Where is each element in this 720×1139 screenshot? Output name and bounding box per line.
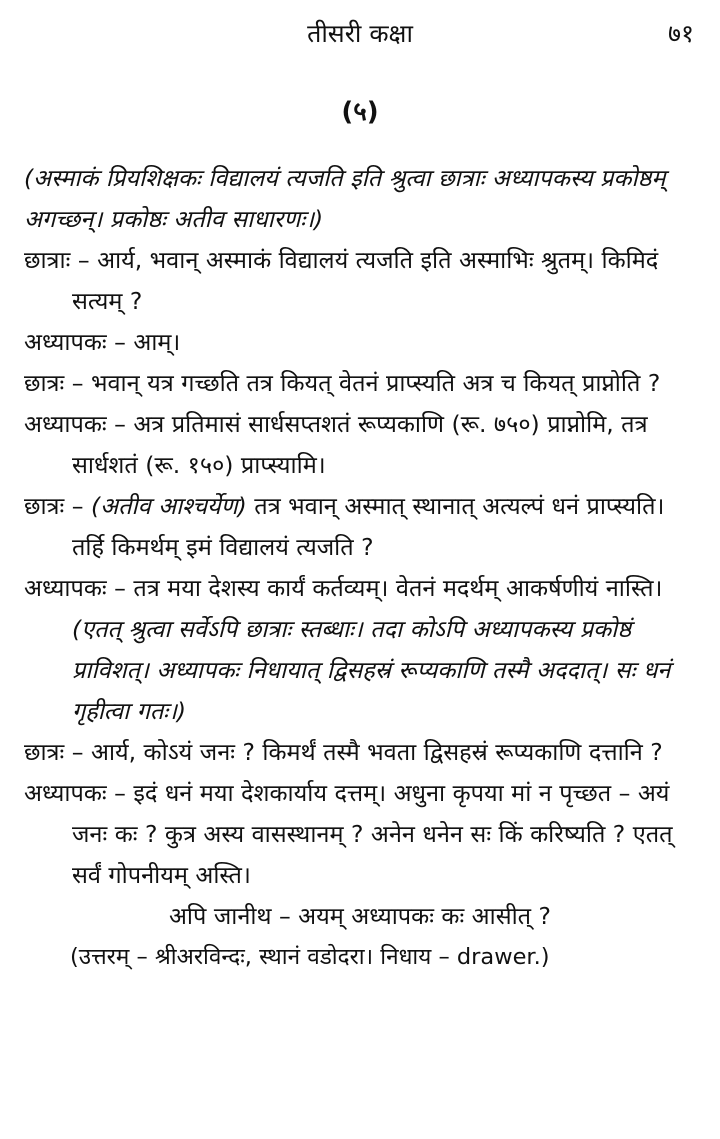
dialogue-text: आम्। <box>125 328 181 356</box>
lesson-body <box>24 158 696 978</box>
stage-direction-intro: (अस्माकं प्रियशिक्षकः विद्यालयं त्यजति इति श्रुत्वा छात्राः अध्यापकस्य प्रकोष्ठम् अगच्छन्। प्रकोष्ठः अतीव साधारणः।) <box>24 164 666 233</box>
speaker-label: छात्राः – <box>24 246 90 274</box>
dialogue-line <box>24 363 696 404</box>
dialogue-text: इदं धनं मया देशकार्याय दत्तम्। अधुना कृपया मां न पृच्छत – अयं जनः कः ? कुत्र अस्य वासस्थानम् ? अनेन धनेन सः किं करिष्यति ? एतत् सर्वं गोपनीयम् अस्ति। <box>72 779 673 889</box>
dialogue-line <box>24 322 696 363</box>
dialogue-line <box>24 773 696 896</box>
speaker-label: अध्यापकः – <box>24 574 126 602</box>
dialogue-text: तत्र मया देशस्य कार्यं कर्तव्यम्। वेतनं मदर्थम् आकर्षणीयं नास्ति। <box>125 574 663 602</box>
speaker-label: छात्रः – <box>24 738 84 766</box>
speaker-label: छात्रः – <box>24 369 84 397</box>
speaker-label: छात्रः – <box>24 492 84 520</box>
dialogue-line <box>24 404 696 486</box>
page-number: ७१ <box>667 19 694 48</box>
dialogue-text: अत्र प्रतिमासं सार्धसप्तशतं रूप्यकाणि (रू. ७५०) प्राप्नोमि, तत्र सार्धशतं (रू. १५०) प्राप्स्यामि। <box>72 410 648 479</box>
dialogue-text: भवान् यत्र गच्छति तत्र कियत् वेतनं प्राप्स्यति अत्र च कियत् प्राप्नोति ? <box>83 369 661 397</box>
section-number: (५) <box>341 97 379 127</box>
closing-question: अपि जानीथ – अयम् अध्यापकः कः आसीत् ? <box>168 902 552 930</box>
speaker-label: अध्यापकः – <box>24 410 126 438</box>
dialogue-text: आर्य, कोऽयं जनः ? किमर्थं तस्मै भवता द्विसहस्रं रूप्यकाणि दत्तानि ? <box>83 738 663 766</box>
dialogue-line <box>24 486 696 568</box>
stage-direction-visitor: (एतत् श्रुत्वा सर्वेऽपि छात्राः स्तब्धाः। तदा कोऽपि अध्यापकस्य प्रकोष्ठं प्राविशत्। अध्यापकः निधायात् द्विसहस्रं रूप्यकाणि तस्मै अददात्। सः धनं गृहीत्वा गतः।) <box>72 615 671 725</box>
answer-note: (उत्तरम् – श्रीअरविन्दः, स्थानं वडोदरा। निधाय – drawer.) <box>70 944 550 970</box>
running-header <box>0 14 720 54</box>
dialogue-text: तत्र भवान् अस्मात् स्थानात् अत्यल्पं धनं प्राप्स्यति। तर्हि किमर्थम् इमं विद्यालयं त्यजति ? <box>72 492 665 561</box>
dialogue-line <box>24 732 696 773</box>
speaker-label: अध्यापकः – <box>24 779 126 807</box>
dialogue-text: आर्य, भवान् अस्माकं विद्यालयं त्यजति इति अस्माभिः श्रुतम्। किमिदं सत्यम् ? <box>72 246 659 315</box>
chapter-title: तीसरी कक्षा <box>307 19 413 48</box>
dialogue-line <box>24 568 696 609</box>
dialogue-line <box>24 240 696 322</box>
speaker-label: अध्यापकः – <box>24 328 126 356</box>
inline-stage-direction: (अतीव आश्चर्येण) <box>83 492 247 520</box>
